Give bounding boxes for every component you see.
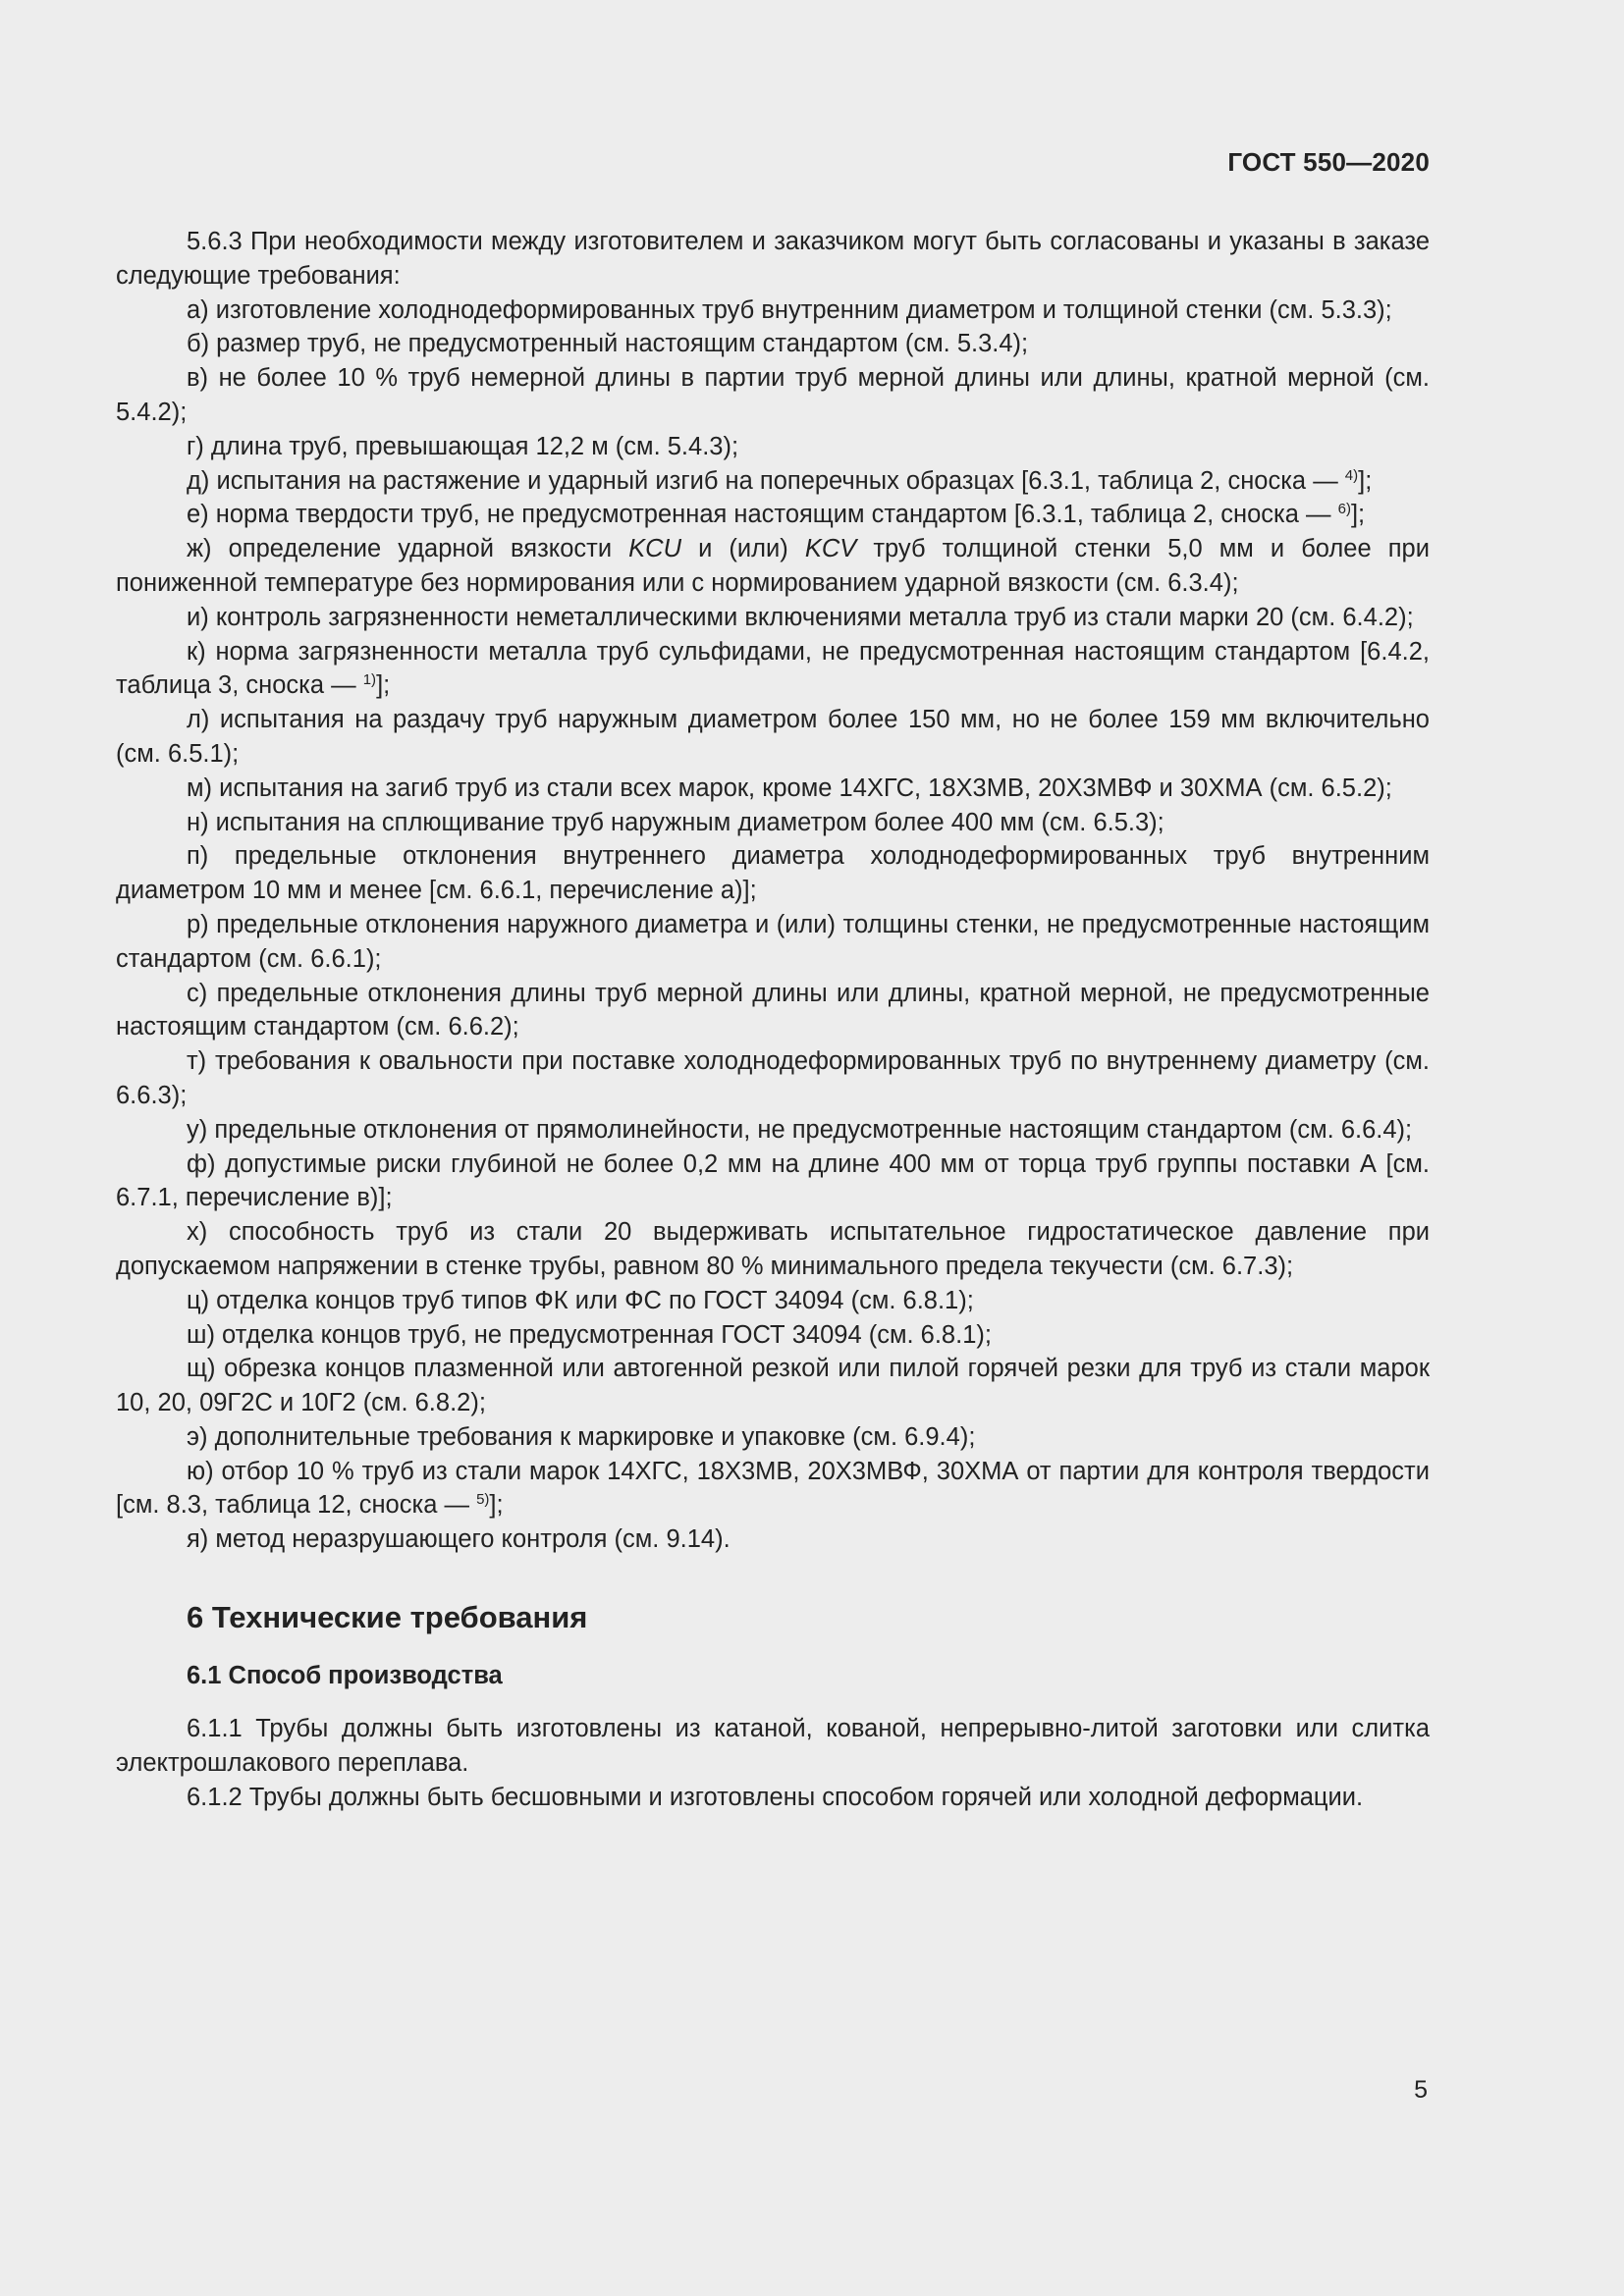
list-item-n: н) испытания на сплющивание труб наружным диаметром более 400 мм (см. 6.5.3);: [187, 808, 1164, 836]
list-item-ts: ц) отделка концов труб типов ФК или ФС по ГОСТ 34094 (см. 6.8.1);: [187, 1286, 974, 1314]
list-item-p: п) предельные отклонения внутреннего диаметра холоднодеформированных труб внутренним диаметром 10 мм и менее [см. 6.6.1, перечисление а)];: [116, 842, 1430, 905]
list-item-h: х) способность труб из стали 20 выдерживать испытательное гидростатическое давление при допускаемом напряжении в стенке трубы, равном 80 % минимального предела текучести (см. 6.7.3);: [116, 1218, 1430, 1280]
list-item-s: с) предельные отклонения длины труб мерной длины или длины, кратной мерной, не предусмотренные настоящим стандартом (см. 6.6.2);: [116, 979, 1430, 1041]
list-item-d: д) испытания на растяжение и ударный изгиб на поперечных образцах [6.3.1, таблица 2, сноска — $^{4)}$];: [187, 466, 1373, 495]
list-item-g: г) длина труб, превышающая 12,2 м (см. 5.4.3);: [187, 432, 739, 460]
list-item-l: л) испытания на раздачу труб наружным диаметром более 150 мм, но не более 159 мм включительно (см. 6.5.1);: [116, 706, 1430, 768]
list-item-zh: ж) определение ударной вязкости KCU и (или) KCV труб толщиной стенки 5,0 мм и более при пониженной температуре без нормирования или с нормированием ударной вязкости (см. 6.3.4);: [116, 535, 1430, 597]
list-item-r: р) предельные отклонения наружного диаметра и (или) толщины стенки, не предусмотренные настоящим стандартом (см. 6.6.1);: [116, 910, 1430, 973]
section-6-heading: 6 Технические требования: [187, 1600, 588, 1635]
document-code: ГОСТ 550—2020: [1227, 147, 1430, 177]
clause-6-1-2: 6.1.2 Трубы должны быть бесшовными и изготовлены способом горячей или холодной деформации.: [187, 1783, 1364, 1811]
page-number: 5: [1414, 2076, 1428, 2104]
footnote-ref: 1): [362, 671, 377, 689]
list-item-sh: ш) отделка концов труб, не предусмотренная ГОСТ 34094 (см. 6.8.1);: [187, 1320, 992, 1349]
page-body: [116, 225, 1430, 1814]
list-item-e: е) норма твердости труб, не предусмотренная настоящим стандартом [6.3.1, таблица 2, сноска — $^{6)}$];: [187, 501, 1366, 529]
list-item-b: б) размер труб, не предусмотренный настоящим стандартом (см. 5.3.4);: [187, 330, 1029, 358]
clause-5-6-3-intro: 5.6.3 При необходимости между изготовителем и заказчиком могут быть согласованы и указаны в заказе следующие требования:: [116, 228, 1430, 290]
list-item-ya: я) метод неразрушающего контроля (см. 9.14).: [187, 1525, 731, 1554]
list-item-shch: щ) обрезка концов плазменной или автогенной резкой или пилой горячей резки для труб из стали марок 10, 20, 09Г2С и 10Г2 (см. 6.8.2);: [116, 1355, 1430, 1417]
list-item-m: м) испытания на загиб труб из стали всех марок, кроме 14ХГС, 18Х3МВ, 20Х3МВФ и 30ХМА (см. 6.5.2);: [187, 774, 1392, 802]
list-item-ee: э) дополнительные требования к маркировке и упаковке (см. 6.9.4);: [187, 1422, 976, 1451]
list-item-k: к) норма загрязненности металла труб сульфидами, не предусмотренная настоящим стандартом [6.4.2, таблица 3, сноска — $^{1)}$];: [116, 637, 1430, 700]
list-item-v: в) не более 10 % труб немерной длины в партии труб мерной длины или длины, кратной мерной (см. 5.4.2);: [116, 364, 1430, 426]
list-item-u: у) предельные отклонения от прямолинейности, не предусмотренные настоящим стандартом (см. 6.6.4);: [187, 1115, 1413, 1144]
footnote-ref: 4): [1344, 466, 1359, 484]
footnote-ref: 5): [476, 1491, 490, 1509]
list-item-i: и) контроль загрязненности неметаллическими включениями металла труб из стали марки 20 (см. 6.4.2);: [187, 603, 1414, 631]
footnote-ref: 6): [1337, 501, 1351, 518]
subsection-6-1-heading: 6.1 Способ производства: [187, 1662, 503, 1690]
list-item-yu: ю) отбор 10 % труб из стали марок 14ХГС, 18Х3МВ, 20Х3МВФ, 30ХМА от партии для контроля твердости [см. 8.3, таблица 12, сноска — $^{5)}$];: [116, 1457, 1430, 1520]
list-item-t: т) требования к овальности при поставке холоднодеформированных труб по внутреннему диаметру (см. 6.6.3);: [116, 1047, 1430, 1109]
list-item-f: ф) допустимые риски глубиной не более 0,2 мм на длине 400 мм от торца труб группы поставки А [см. 6.7.1, перечисление в)];: [116, 1149, 1430, 1212]
clause-6-1-1: 6.1.1 Трубы должны быть изготовлены из катаной, кованой, непрерывно-литой заготовки или слитка электрошлакового переплава.: [116, 1715, 1430, 1777]
list-item-a: а) изготовление холоднодеформированных труб внутренним диаметром и толщиной стенки (см. 5.3.3);: [187, 295, 1392, 324]
